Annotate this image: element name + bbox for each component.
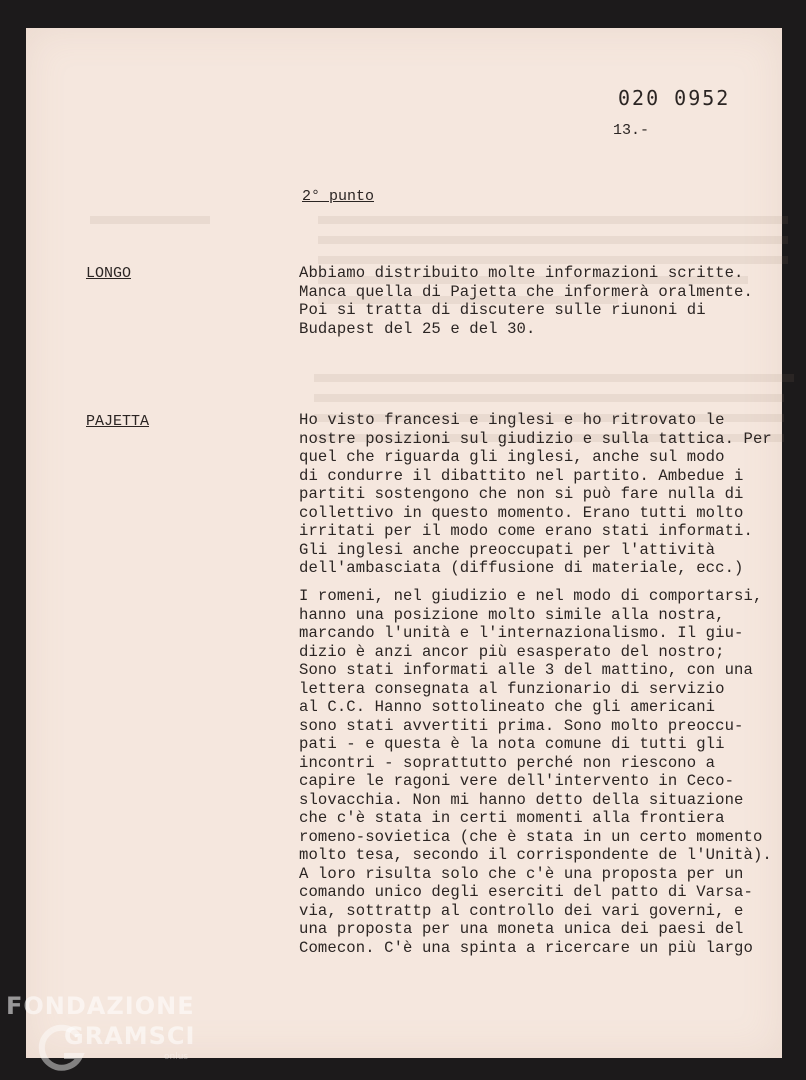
- archive-code: 020 0952: [618, 86, 731, 110]
- pajetta-paragraph-2: I romeni, nel giudizio e nel modo di comportarsi, hanno una posizione molto simile alla nostra, marcando l'unità e l'internazionalismo. Il giu- dizio è anzi ancor più esasperato del nostro; Sono stati informati alle 3 del mattino, con una lettera consegnata al funzionario di servizio al C.C. Hanno sottolineato che gli americani sono stati avvertiti prima. Sono molto preoccu- pati - e questa è la nota comune di tutti gli incontri - soprattutto perché non riescono a capire le ragoni vere dell'intervento in Ceco- slovacchia. Non mi hanno detto della situazione che c'è stata in certi momenti alla frontiera romeno-sovietica (che è stata in un certo momento molto tesa, secondo il corrispondente de l'Unità). A loro risulta solo che c'è una proposta per un comando unico degli eserciti del patto di Varsa- via, sottrattp al controllo dei vari governi, e una proposta per una moneta unica dei paesi del Comecon. C'è una spinta a ricercare un più largo: [299, 587, 772, 957]
- gramsci-logo-icon: [34, 1022, 88, 1076]
- section-title: 2° punto: [302, 188, 375, 205]
- speaker-label-longo: LONGO: [86, 265, 132, 282]
- watermark-line1: FONDAZIONE: [6, 992, 195, 1020]
- watermark-line2: GRAMSCI: [64, 1022, 196, 1050]
- watermark-line3: onlus: [164, 1052, 189, 1062]
- page-number: 13.-: [613, 122, 650, 139]
- pajetta-paragraph-1: Ho visto francesi e inglesi e ho ritrovato le nostre posizioni sul giudizio e sulla tattica. Per quel che riguarda gli inglesi, anche sul modo di condurre il dibattito nel partito. Ambedue i partiti sostengono che non si può fare nulla di collettivo in questo momento. Erano tutti molto irritati per il modo come erano stati informati. Gli inglesi anche preoccupati per l'attività dell'ambasciata (diffusione di materiale, ecc.): [299, 411, 772, 577]
- longo-paragraph: Abbiamo distribuito molte informazioni scritte. Manca quella di Pajetta che informerà oralmente. Poi si tratta di discutere sulle riunoni di Budapest del 25 e del 30.: [299, 264, 753, 338]
- speaker-label-pajetta: PAJETTA: [86, 413, 150, 430]
